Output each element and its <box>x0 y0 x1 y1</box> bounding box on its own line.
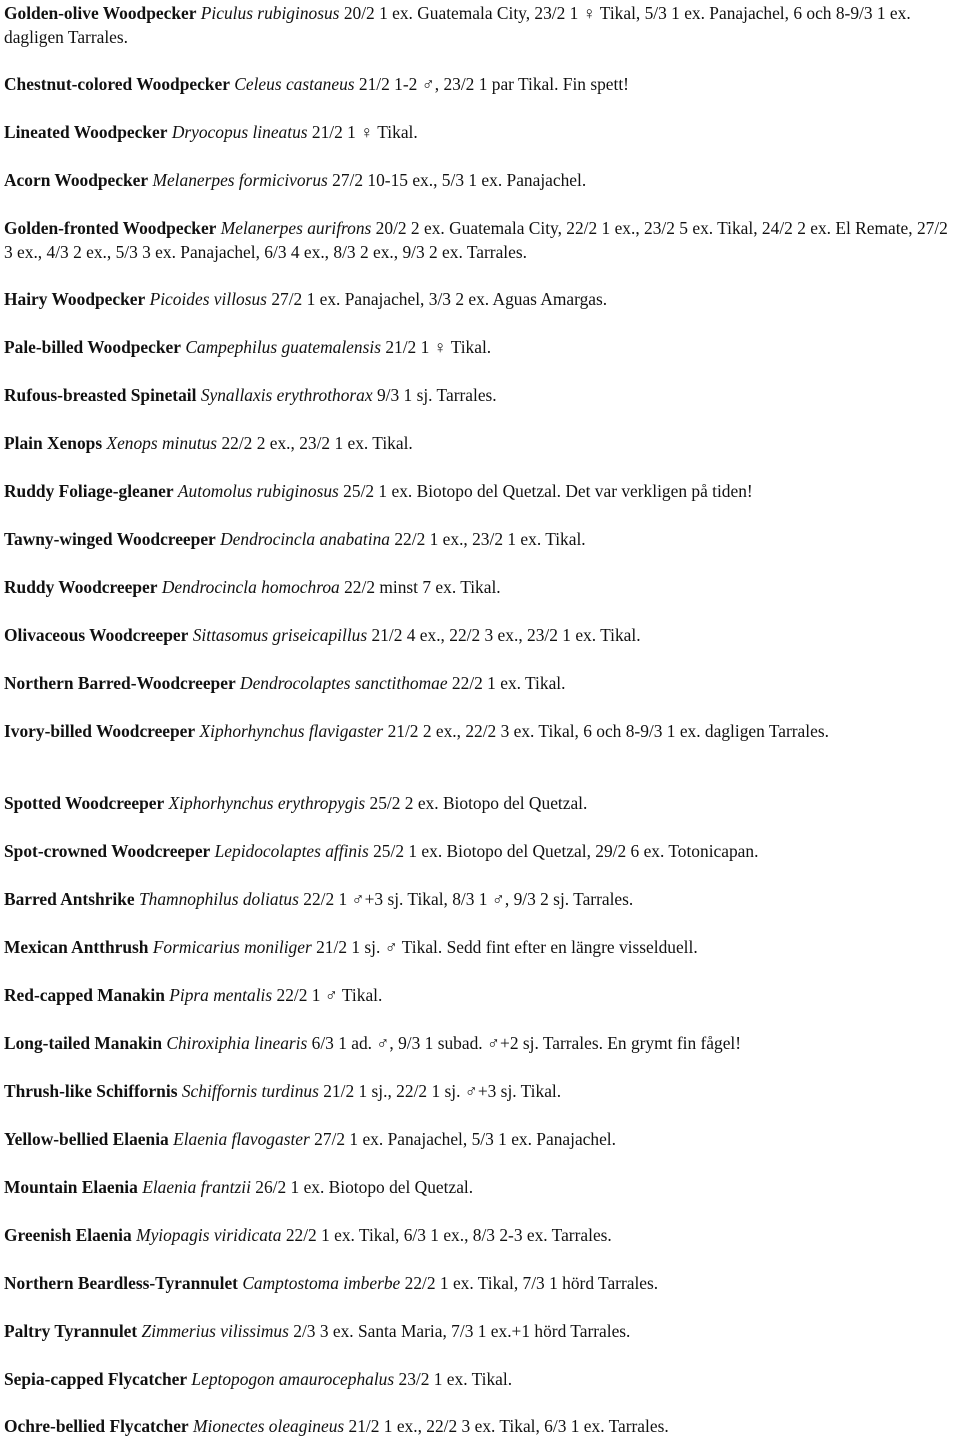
common-name: Red-capped Manakin <box>4 985 165 1005</box>
scientific-name: Xiphorhynchus erythropygis <box>168 793 366 813</box>
common-name: Mountain Elaenia <box>4 1177 138 1197</box>
species-entry <box>4 791 587 815</box>
scientific-name: Mionectes oleagineus <box>193 1416 345 1436</box>
species-entry <box>4 72 629 96</box>
scientific-name: Dendrocincla anabatina <box>220 529 390 549</box>
species-entry <box>4 1367 512 1391</box>
species-entry <box>4 479 753 503</box>
observation-notes: 22/2 1 ♂+3 sj. Tikal, 8/3 1 ♂, 9/3 2 sj. Tarrales. <box>303 889 634 909</box>
species-entry <box>4 839 758 863</box>
common-name: Spotted Woodcreeper <box>4 793 165 813</box>
scientific-name: Myiopagis viridicata <box>136 1225 282 1245</box>
scientific-name: Leptopogon amaurocephalus <box>191 1369 395 1389</box>
scientific-name: Campephilus guatemalensis <box>185 337 381 357</box>
species-entry <box>4 120 418 144</box>
common-name: Greenish Elaenia <box>4 1225 132 1245</box>
species-entry <box>4 1 954 49</box>
observation-notes: 21/2 1 ♀ Tikal. <box>311 122 418 142</box>
observation-notes: 23/2 1 ex. Tikal. <box>398 1369 513 1389</box>
species-entry <box>4 623 641 647</box>
scientific-name: Elaenia flavogaster <box>173 1129 310 1149</box>
scientific-name: Lepidocolaptes affinis <box>214 841 369 861</box>
common-name: Golden-fronted Woodpecker <box>4 218 217 238</box>
species-entry <box>4 383 497 407</box>
scientific-name: Camptostoma imberbe <box>242 1273 401 1293</box>
species-entry <box>4 1127 616 1151</box>
observation-notes: 25/2 2 ex. Biotopo del Quetzal. <box>369 793 588 813</box>
observation-notes: 22/2 1 ex. Tikal, 6/3 1 ex., 8/3 2-3 ex. Tarrales. <box>285 1225 612 1245</box>
observation-notes: 21/2 1-2 ♂, 23/2 1 par Tikal. Fin spett! <box>358 74 629 94</box>
species-entry <box>4 168 586 192</box>
species-entry <box>4 887 633 911</box>
species-entry <box>4 527 586 551</box>
species-entry <box>4 671 565 695</box>
observation-notes: 21/2 4 ex., 22/2 3 ex., 23/2 1 ex. Tikal. <box>371 625 641 645</box>
species-entry <box>4 1319 630 1343</box>
scientific-name: Xiphorhynchus flavigaster <box>199 721 384 741</box>
common-name: Northern Barred-Woodcreeper <box>4 673 236 693</box>
observation-notes: 21/2 1 ex., 22/2 3 ex. Tikal, 6/3 1 ex. Tarrales. <box>348 1416 669 1436</box>
common-name: Golden-olive Woodpecker <box>4 3 197 23</box>
common-name: Ivory-billed Woodcreeper <box>4 721 196 741</box>
species-entry <box>4 983 382 1007</box>
observation-notes: 20/2 2 ex. Guatemala City, 22/2 1 ex., 23/2 5 ex. Tikal, 24/2 2 ex. El Remate, 27/2 3 ex., 4/3 2 ex., 5/3 3 ex. Panajachel, 6/3 4 ex., 8/3 2 ex., 9/3 2 ex. Tarrales. <box>4 218 948 262</box>
observation-notes: 21/2 1 sj. ♂ Tikal. Sedd fint efter en längre visselduell. <box>316 937 698 957</box>
observation-notes: 21/2 1 ♀ Tikal. <box>385 337 492 357</box>
observation-notes: 27/2 1 ex. Panajachel, 5/3 1 ex. Panajachel. <box>314 1129 616 1149</box>
scientific-name: Chiroxiphia linearis <box>166 1033 308 1053</box>
species-entry <box>4 719 829 743</box>
scientific-name: Celeus castaneus <box>234 74 355 94</box>
common-name: Rufous-breasted Spinetail <box>4 385 197 405</box>
common-name: Spot-crowned Woodcreeper <box>4 841 211 861</box>
common-name: Ruddy Woodcreeper <box>4 577 158 597</box>
common-name: Paltry Tyrannulet <box>4 1321 138 1341</box>
species-entry <box>4 575 501 599</box>
scientific-name: Thamnophilus doliatus <box>138 889 299 909</box>
observation-notes: 21/2 2 ex., 22/2 3 ex. Tikal, 6 och 8-9/3 1 ex. dagligen Tarrales. <box>387 721 829 741</box>
observation-notes: 27/2 1 ex. Panajachel, 3/3 2 ex. Aguas Amargas. <box>271 289 608 309</box>
scientific-name: Dendrocolaptes sanctithomae <box>240 673 448 693</box>
observation-notes: 22/2 1 ♂ Tikal. <box>276 985 383 1005</box>
scientific-name: Piculus rubiginosus <box>200 3 340 23</box>
observation-notes: 26/2 1 ex. Biotopo del Quetzal. <box>255 1177 474 1197</box>
common-name: Sepia-capped Flycatcher <box>4 1369 188 1389</box>
observation-notes: 27/2 10-15 ex., 5/3 1 ex. Panajachel. <box>332 170 587 190</box>
common-name: Acorn Woodpecker <box>4 170 149 190</box>
scientific-name: Synallaxis erythrothorax <box>200 385 373 405</box>
observation-notes: 22/2 2 ex., 23/2 1 ex. Tikal. <box>221 433 413 453</box>
common-name: Chestnut-colored Woodpecker <box>4 74 230 94</box>
species-entry <box>4 1079 561 1103</box>
common-name: Yellow-bellied Elaenia <box>4 1129 169 1149</box>
common-name: Ochre-bellied Flycatcher <box>4 1416 189 1436</box>
observation-notes: 6/3 1 ad. ♂, 9/3 1 subad. ♂+2 sj. Tarrales. En grymt fin fågel! <box>311 1033 742 1053</box>
observation-notes: 22/2 1 ex. Tikal, 7/3 1 hörd Tarrales. <box>404 1273 659 1293</box>
scientific-name: Formicarius moniliger <box>152 937 312 957</box>
observation-notes: 21/2 1 sj., 22/2 1 sj. ♂+3 sj. Tikal. <box>323 1081 562 1101</box>
scientific-name: Melanerpes formicivorus <box>152 170 328 190</box>
common-name: Tawny-winged Woodcreeper <box>4 529 216 549</box>
common-name: Plain Xenops <box>4 433 103 453</box>
scientific-name: Automolus rubiginosus <box>177 481 339 501</box>
scientific-name: Dryocopus lineatus <box>171 122 308 142</box>
observation-notes: 9/3 1 sj. Tarrales. <box>376 385 497 405</box>
species-entry <box>4 287 607 311</box>
common-name: Ruddy Foliage-gleaner <box>4 481 174 501</box>
species-entry <box>4 1223 612 1247</box>
scientific-name: Dendrocincla homochroa <box>161 577 340 597</box>
observation-notes: 20/2 1 ex. Guatemala City, 23/2 1 ♀ Tikal, 5/3 1 ex. Panajachel, 6 och 8-9/3 1 ex. dagligen Tarrales. <box>4 3 911 47</box>
species-entry <box>4 1031 741 1055</box>
common-name: Barred Antshrike <box>4 889 135 909</box>
observation-notes: 2/3 3 ex. Santa Maria, 7/3 1 ex.+1 hörd Tarrales. <box>293 1321 631 1341</box>
observation-notes: 22/2 minst 7 ex. Tikal. <box>344 577 501 597</box>
scientific-name: Sittasomus griseicapillus <box>192 625 368 645</box>
species-entry <box>4 935 698 959</box>
species-entry <box>4 431 413 455</box>
common-name: Mexican Antthrush <box>4 937 149 957</box>
scientific-name: Pipra mentalis <box>169 985 273 1005</box>
species-entry <box>4 1414 669 1438</box>
species-entry <box>4 216 954 264</box>
common-name: Northern Beardless-Tyrannulet <box>4 1273 238 1293</box>
common-name: Pale-billed Woodpecker <box>4 337 181 357</box>
common-name: Lineated Woodpecker <box>4 122 168 142</box>
observation-notes: 25/2 1 ex. Biotopo del Quetzal. Det var verkligen på tiden! <box>343 481 753 501</box>
species-entry <box>4 1271 658 1295</box>
observation-notes: 22/2 1 ex., 23/2 1 ex. Tikal. <box>394 529 586 549</box>
observation-notes: 22/2 1 ex. Tikal. <box>451 673 566 693</box>
scientific-name: Melanerpes aurifrons <box>220 218 372 238</box>
scientific-name: Picoides villosus <box>149 289 267 309</box>
species-entry <box>4 335 491 359</box>
scientific-name: Elaenia frantzii <box>142 1177 251 1197</box>
common-name: Hairy Woodpecker <box>4 289 146 309</box>
common-name: Long-tailed Manakin <box>4 1033 162 1053</box>
common-name: Thrush-like Schiffornis <box>4 1081 178 1101</box>
scientific-name: Xenops minutus <box>106 433 218 453</box>
species-entry <box>4 1175 473 1199</box>
common-name: Olivaceous Woodcreeper <box>4 625 189 645</box>
scientific-name: Schiffornis turdinus <box>181 1081 319 1101</box>
scientific-name: Zimmerius vilissimus <box>141 1321 289 1341</box>
observation-notes: 25/2 1 ex. Biotopo del Quetzal, 29/2 6 ex. Totonicapan. <box>373 841 759 861</box>
